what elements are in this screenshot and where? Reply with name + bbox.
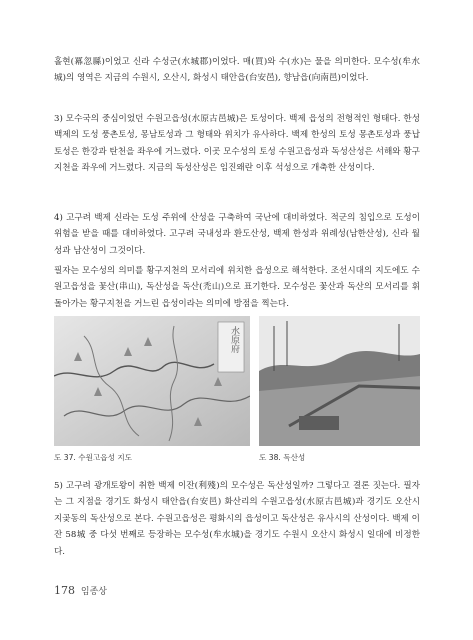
paragraph-5: 5) 고구려 광개토왕이 취한 백제 이잔(利殘)의 모수성은 독산성일까? 그렇다고 결론 짓는다. 필자는 그 지점을 경기도 화성시 태안읍(台安邑) 화산리의 수원고읍성(水原古邑城)과 경기도 오산시 지곶동의 독산성으로 본다. 수원고읍성은 평화시의 읍성이고 독산성은 유사시의 산성이다. 백제 이잔 58城 중 다섯 번째로 등장하는 모수성(牟水城)을 경기도 수원시 오산시 화성시 일대에 비정한다. <box>54 481 420 557</box>
map-figure <box>54 316 250 446</box>
old-map-image <box>54 316 250 446</box>
page-number: 178 <box>54 584 75 597</box>
paragraph-1: 홀현(冪忽縣)이었고 신라 수성군(水城郡)이었다. 매(買)와 수(水)는 물을 의미한다. 모수성(牟水城)의 영역은 지금의 수원시, 오산시, 화성시 태안읍(台安邑), 향남읍(向南邑)이었다. <box>54 57 420 84</box>
fortress-photo-image <box>259 316 420 446</box>
fortress-photo <box>259 316 420 446</box>
paragraph-3: 4) 고구려 백제 신라는 도성 주위에 산성을 구축하여 국난에 대비하였다. 적군의 침입으로 도성이 위험을 받을 때를 대비하였다. 고구려 국내성과 환도산성, 백제 한성과 위례성(남한산성), 신라 월성과 남산성이 그것이다. <box>54 213 420 256</box>
page-footer <box>54 584 107 597</box>
right-figure-caption: 도 38. 독산성 <box>259 453 306 462</box>
author-name: 임종상 <box>80 587 107 597</box>
left-figure-caption: 도 37. 수원고읍성 지도 <box>54 453 133 462</box>
map-stamp: 水原府 <box>229 326 239 353</box>
paragraph-4: 필자는 모수성의 의미를 황구지천의 모서리에 위치한 읍성으로 해석한다. 조선시대의 지도에도 수원고읍성을 꽃산(串山), 독산성을 독산(禿山)으로 표기한다. 모수성은 꽃산과 독산의 모서리를 휘돌아가는 황구지천을 거느린 읍성이라는 의미에 방점을 찍는다. <box>54 266 420 309</box>
paragraph-2: 3) 모수국의 중심이었던 수원고읍성(水原古邑城)은 토성이다. 백제 읍성의 전형적인 형태다. 한성 백제의 도성 풍촌토성, 몽남토성과 그 형태와 위치가 유사하다. 백제 한성의 토성 몽촌토성과 풍납토성은 한강과 탄천을 좌우에 거느렸다. 이곳 모수성의 토성 수원고읍성과 독성산성은 서해와 황구지천을 좌우에 거느렸다. 지금의 독성산성은 임진왜란 이후 석성으로 개축한 산성이다. <box>54 114 420 174</box>
